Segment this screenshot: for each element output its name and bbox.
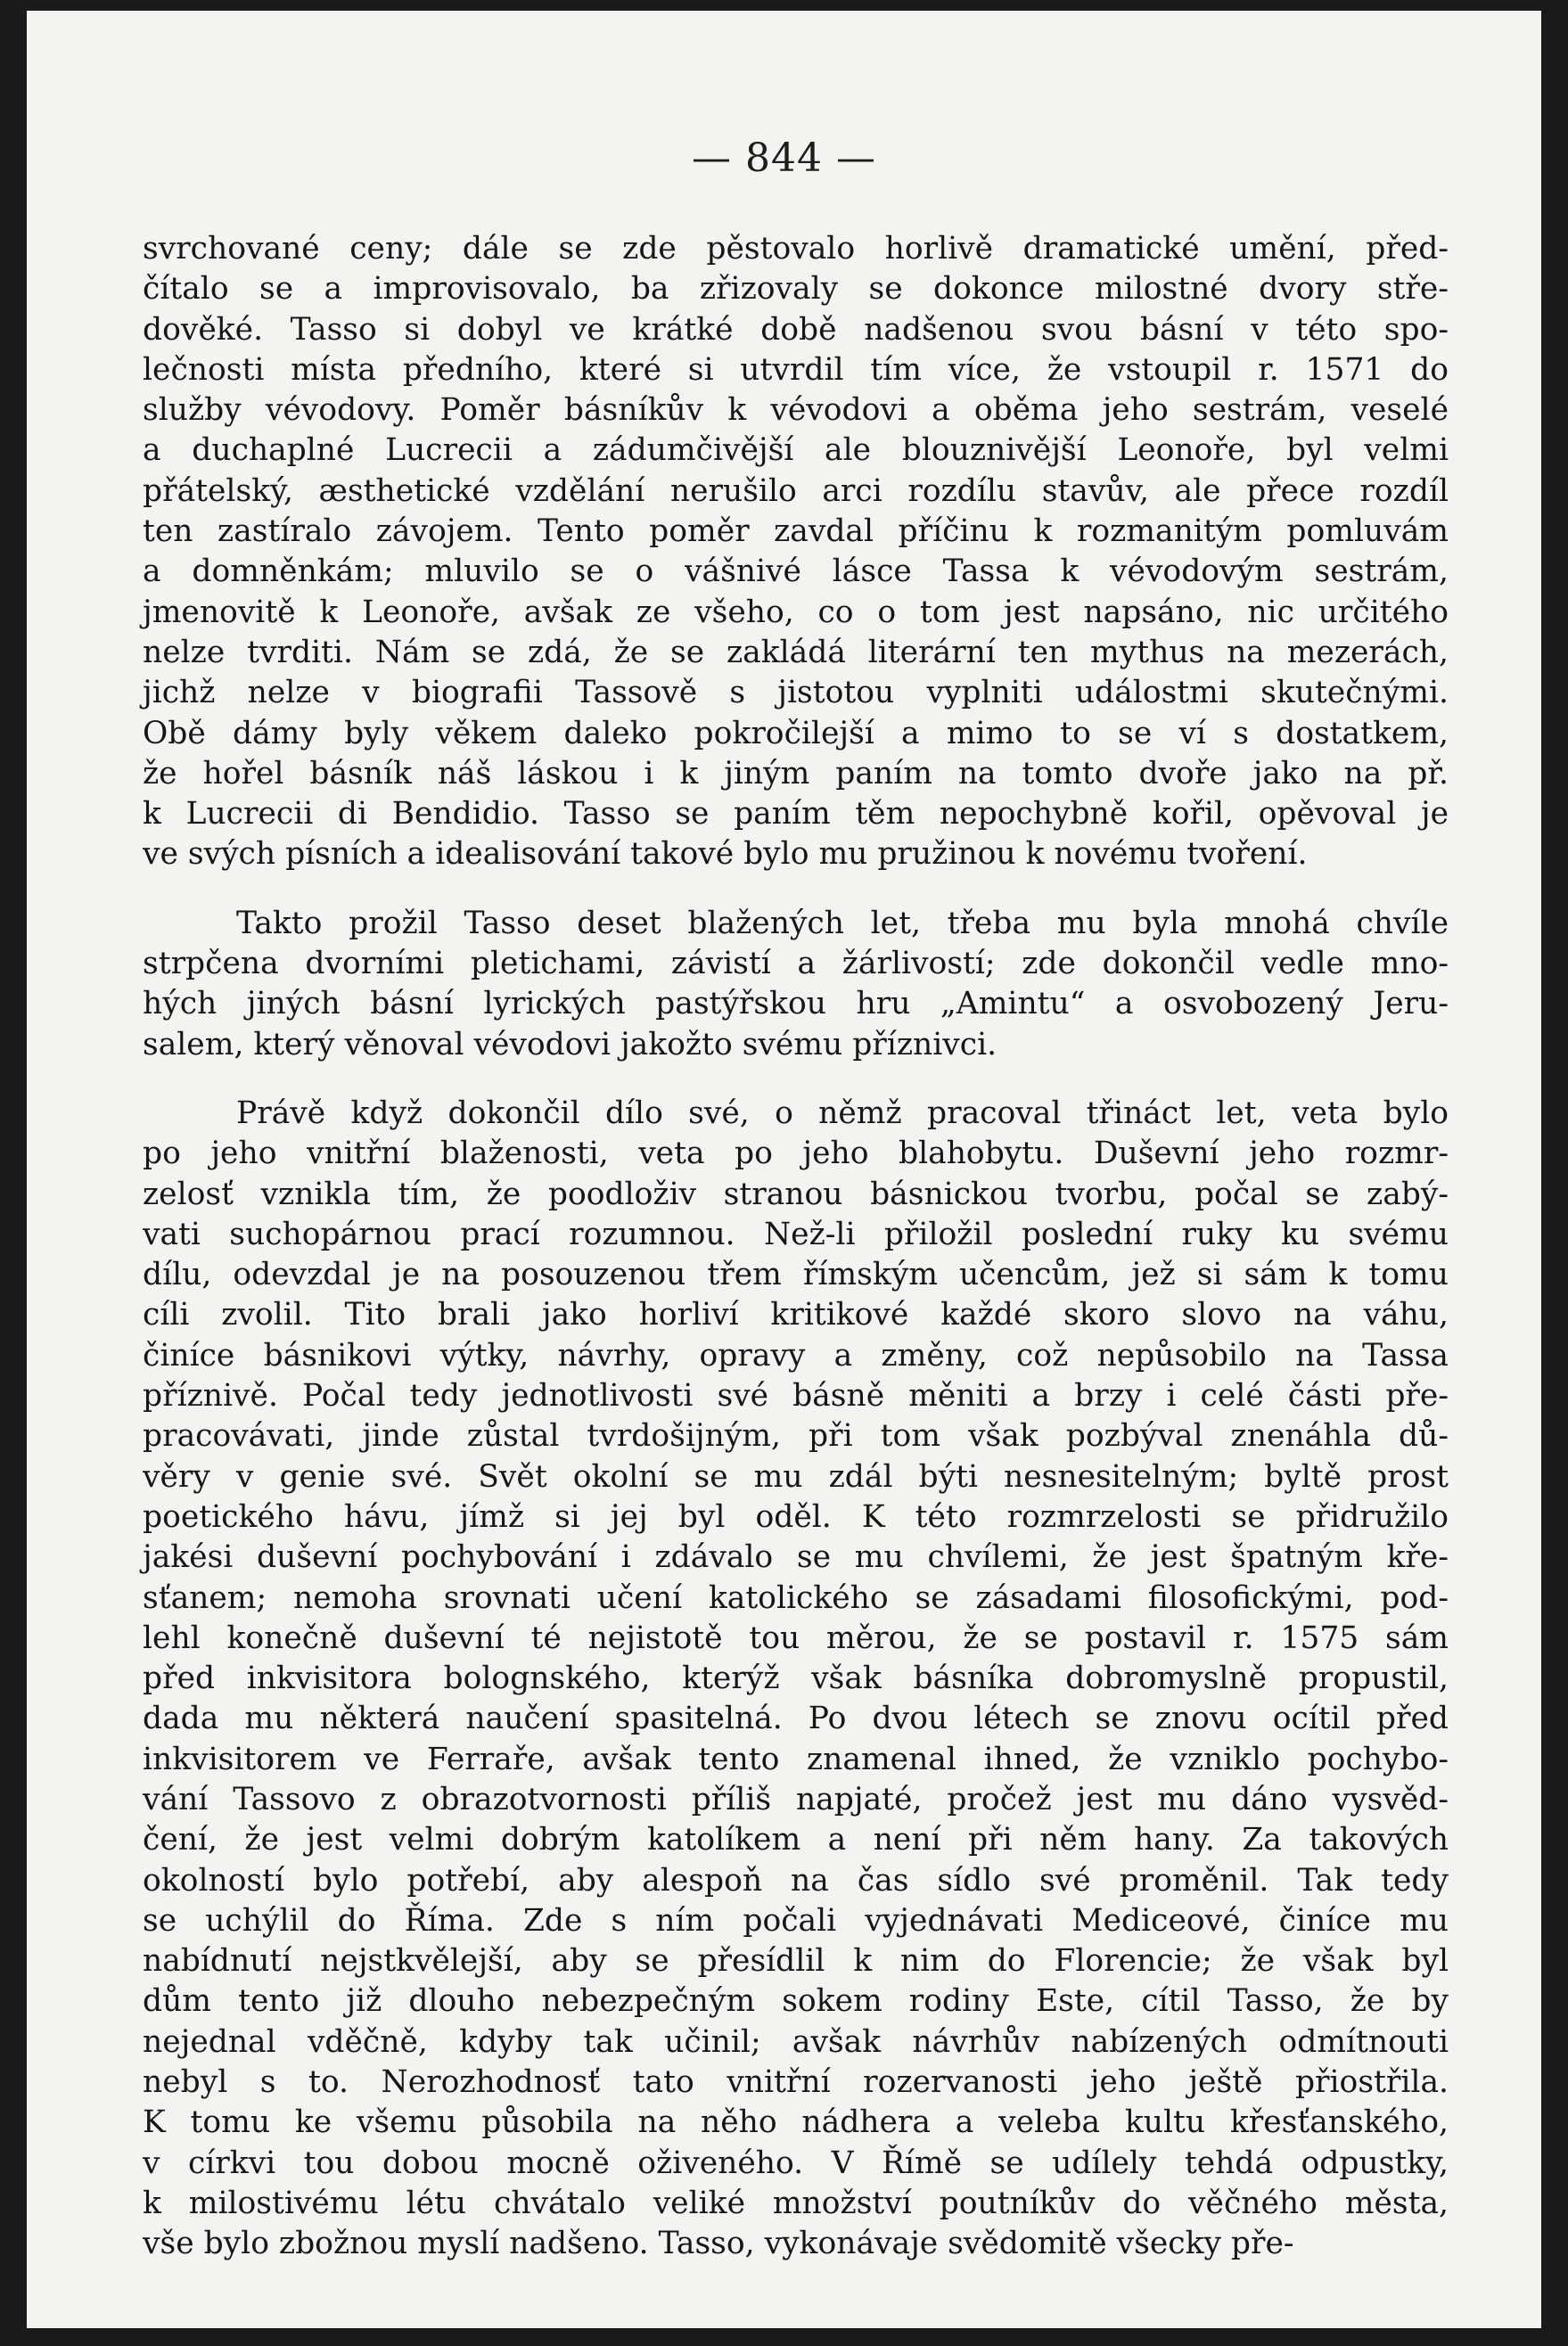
text-line: lehl konečně duševní té nejistotě tou měrou, že se postavil r. 1575 sám	[143, 1620, 1449, 1656]
text-line: poetického hávu, jímž si jej byl oděl. K této rozmrzelosti se přidružilo	[143, 1498, 1449, 1535]
text-line: věry v genie své. Svět okolní se mu zdál býti nesnesitelným; byltě prost	[143, 1458, 1449, 1495]
paragraph-gap	[143, 875, 1449, 904]
text-line: se uchýlil do Říma. Zde s ním počali vyjednávati Mediceové, činíce mu	[143, 1902, 1449, 1939]
text-line: nabídnutí nejstkvělejší, aby se přesídlil k nim do Florencie; že však byl	[143, 1943, 1449, 1980]
text-line: pracovávati, jinde zůstal tvrdošijným, při tom však pozbýval znenáhla dů-	[143, 1418, 1449, 1455]
text-line: sťanem; nemoha srovnati učení katolického se zásadami filosofickými, pod-	[143, 1579, 1449, 1616]
text-line: čítalo se a improvisovalo, ba zřizovaly se dokonce milostné dvory stře-	[143, 271, 1449, 308]
text-line: čení, že jest velmi dobrým katolíkem a není při něm hany. Za takových	[143, 1822, 1449, 1858]
text-line: nejednal vděčně, kdyby tak učinil; avšak návrhův nabízených odmítnouti	[143, 2023, 1449, 2060]
text-line: inkvisitorem ve Ferraře, avšak tento znamenal ihned, že vzniklo pochybo-	[143, 1741, 1449, 1777]
text-line: že hořel básník náš láskou i k jiným paním na tomto dvoře jako na př.	[143, 755, 1449, 792]
paragraph-gap	[143, 1065, 1449, 1094]
text-line: služby vévodovy. Poměr básníkův k vévodovi a oběma jeho sestrám, veselé	[143, 392, 1449, 429]
text-line: dům tento již dlouho nebezpečným sokem rodiny Este, cítil Tasso, že by	[143, 1983, 1449, 2020]
text-line: k Lucrecii di Bendidio. Tasso se paním těm nepochybně kořil, opěvoval je	[143, 796, 1449, 833]
paragraph	[143, 229, 1449, 875]
paragraph	[143, 904, 1449, 1065]
text-line: příznivě. Počal tedy jednotlivosti své básně měniti a brzy i celé části pře-	[143, 1378, 1449, 1415]
text-line: salem, který věnoval vévodovi jakožto svému příznivci.	[143, 1026, 997, 1062]
text-line: K tomu ke všemu působila na něho nádhera a veleba kultu křesťanského,	[143, 2104, 1449, 2141]
text-line: jichž nelze v biografii Tassově s jistotou vyplniti událostmi skutečnými.	[143, 675, 1449, 711]
text-line: před inkvisitora bolognského, kterýž však básníka dobromyslně propustil,	[143, 1661, 1449, 1697]
text-line: zelosť vznikla tím, že poodloživ stranou básnickou tvorbu, počal se zabý-	[143, 1176, 1449, 1212]
text-line: nelze tvrditi. Nám se zdá, že se zakládá literární ten mythus na mezerách,	[143, 634, 1449, 670]
text-line: hých jiných básní lyrických pastýřskou hru „Amintu“ a osvobozený Jeru-	[143, 986, 1449, 1022]
text-line: jakési duševní pochybování i zdávalo se mu chvílemi, že jest špatným kře-	[143, 1539, 1449, 1576]
text-line: ten zastíralo závojem. Tento poměr zavdal příčinu k rozmanitým pomluvám	[143, 513, 1449, 550]
text-line: dověké. Tasso si dobyl ve krátké době nadšenou svou básní v této spo-	[143, 311, 1449, 348]
text-line: Obě dámy byly věkem daleko pokročilejší a mimo to se ví s dostatkem,	[143, 715, 1449, 751]
text-line: ve svých písních a idealisování takové bylo mu pružinou k novému tvoření.	[143, 836, 1308, 873]
text-line: dada mu některá naučení spasitelná. Po dvou létech se znovu ocítil před	[143, 1701, 1449, 1737]
text-line: vati suchopárnou prací rozumnou. Než-li přiložil poslední ruky ku svému	[143, 1216, 1449, 1252]
text-line: k milostivému létu chvátalo veliké množství poutníkův do věčného města,	[143, 2185, 1449, 2221]
text-line: činíce básnikovi výtky, návrhy, opravy a změny, což nepůsobilo na Tassa	[143, 1337, 1449, 1374]
text-line: svrchované ceny; dále se zde pěstovalo horlivě dramatické umění, před-	[143, 231, 1449, 267]
body-text	[143, 229, 1449, 2265]
text-line: cíli zvolil. Tito brali jako horliví kritikové každé skoro slovo na váhu,	[143, 1297, 1449, 1333]
text-line: lečnosti místa předního, které si utvrdil tím více, že vstoupil r. 1571 do	[143, 351, 1449, 388]
text-line: strpčena dvorními pletichami, závistí a žárlivostí; zde dokončil vedle mno-	[143, 946, 1449, 982]
text-line: vání Tassovo z obrazotvornosti příliš napjaté, pročež jest mu dáno vysvěd-	[143, 1781, 1449, 1817]
text-line: jmenovitě k Leonoře, avšak ze všeho, co o tom jest napsáno, nic určitého	[143, 594, 1449, 630]
text-line: a duchaplné Lucrecii a zádumčivější ale blouznivější Leonoře, byl velmi	[143, 432, 1449, 469]
text-line: okolností bylo potřebí, aby alespoň na čas sídlo své proměnil. Tak tedy	[143, 1862, 1449, 1899]
text-line: a domněnkám; mluvilo se o vášnivé lásce Tassa k vévodovým sestrám,	[143, 554, 1449, 590]
text-line: v církvi tou dobou mocně oživeného. V Římě se udílely tehdá odpustky,	[143, 2145, 1449, 2181]
page-number: — 844 —	[692, 135, 876, 181]
text-line: vše bylo zbožnou myslí nadšeno. Tasso, vykonávaje svědomitě všecky pře-	[143, 2226, 1294, 2262]
text-line: Právě když dokončil dílo své, o němž pracoval třináct let, veta bylo	[236, 1095, 1449, 1131]
book-page	[27, 11, 1541, 2328]
text-line: dílu, odevzdal je na posouzenou třem římským učencům, jež si sám k tomu	[143, 1257, 1449, 1293]
text-line: po jeho vnitřní blaženosti, veta po jeho blahobytu. Duševní jeho rozmr-	[143, 1136, 1449, 1172]
paragraph	[143, 1094, 1449, 2265]
text-line: přátelský, æsthetické vzdělání nerušilo arci rozdílu stavův, ale přece rozdíl	[143, 472, 1449, 509]
text-line: Takto prožil Tasso deset blažených let, třeba mu byla mnohá chvíle	[236, 905, 1449, 941]
text-line: nebyl s to. Nerozhodnosť tato vnitřní rozervanosti jeho ještě přiostřila.	[143, 2064, 1449, 2101]
